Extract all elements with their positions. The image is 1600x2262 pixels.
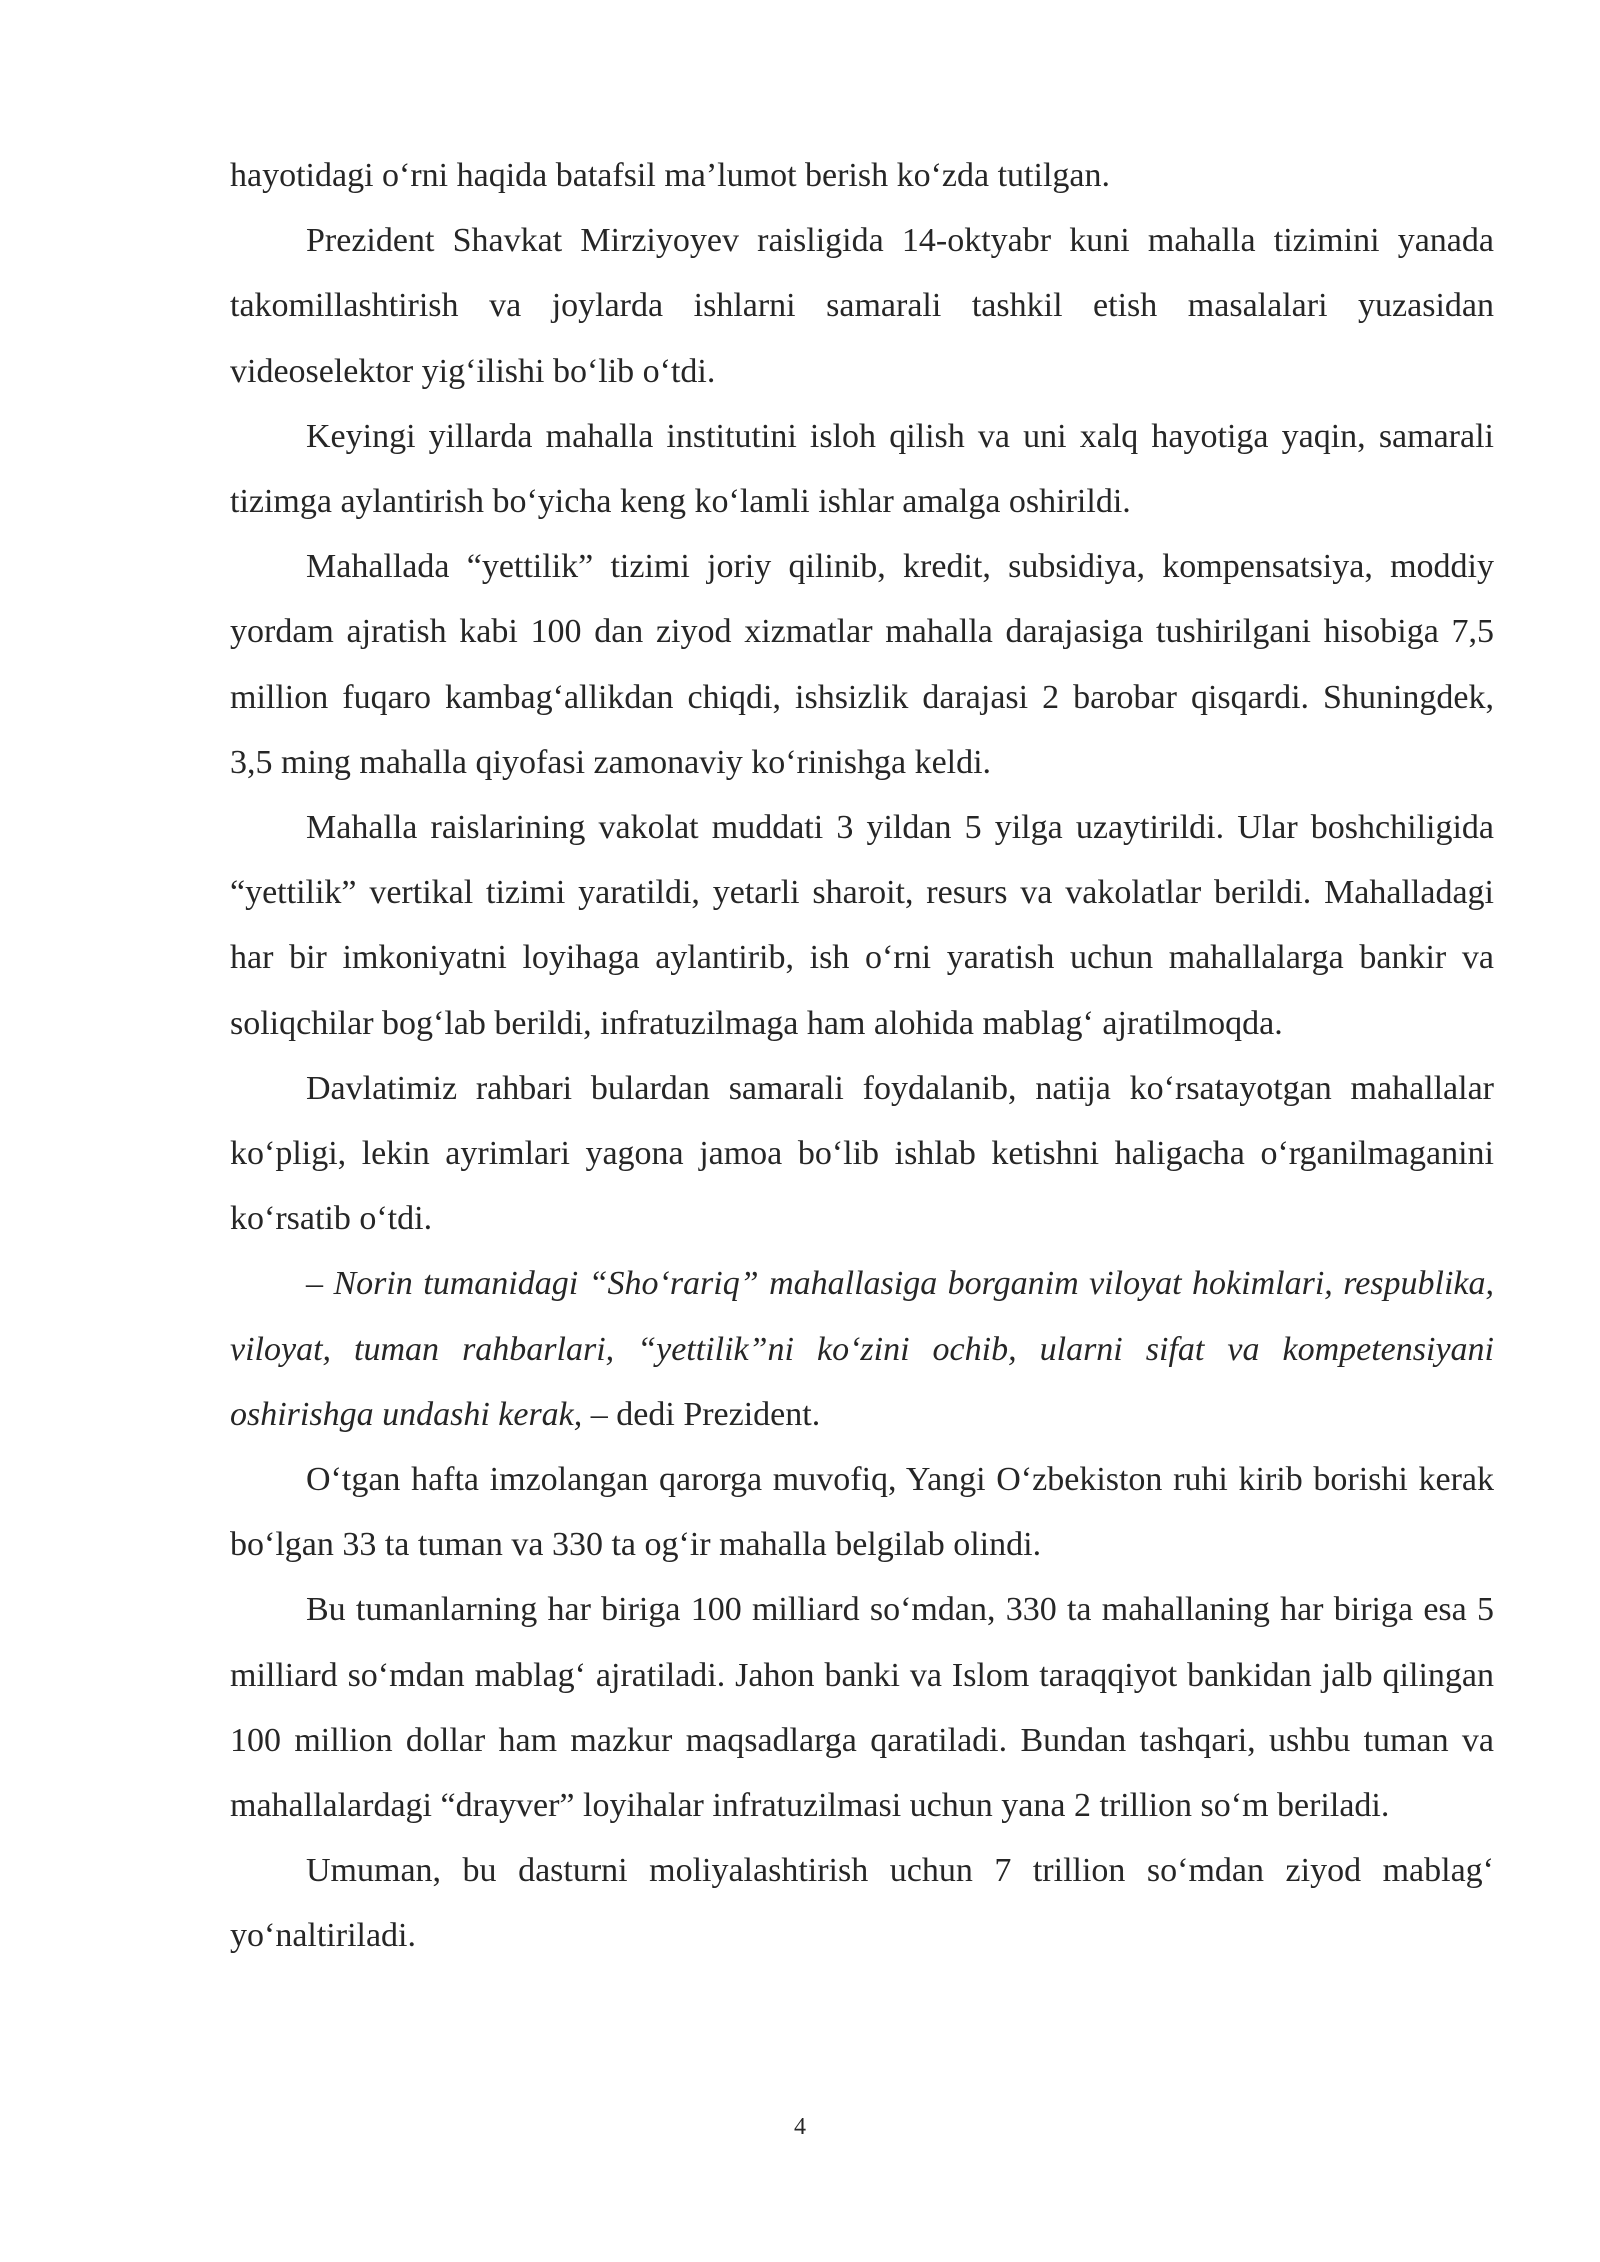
paragraph: Mahalla raislarining vakolat muddati 3 yildan 5 yilga uzaytirildi. Ular boshchiligida “yettilik” vertikal tizimi yaratildi, yetarli sharoit, resurs va vakolatlar berildi. Mahalladagi har bir imkoniyatni loyihaga aylantirib, ish o‘rni yaratish uchun mahallalarga bankir va soliqchilar bog‘lab berildi, infratuzilmaga ham alohida mablag‘ ajratilmoqda. [230, 809, 1494, 1042]
paragraph: Umuman, bu dasturni moliyalashtirish uchun 7 trillion so‘mdan ziyod mablag‘ yo‘naltiriladi. [230, 1852, 1494, 1955]
paragraph: Mahallada “yettilik” tizimi joriy qilinib, kredit, subsidiya, kompensatsiya, moddiy yordam ajratish kabi 100 dan ziyod xizmatlar mahalla darajasiga tushirilgani hisobiga 7,5 million fuqaro kambag‘allikdan chiqdi, ishsizlik darajasi 2 barobar qisqardi. Shuningdek, 3,5 ming mahalla qiyofasi zamonaviy ko‘rinishga keldi. [230, 548, 1494, 781]
president-quote: – Norin tumanidagi “Sho‘rariq” mahallasiga borganim viloyat hokimlari, respublika, viloyat, tuman rahbarlari, “yettilik”ni ko‘zini ochib, ularni sifat va kompetensiyani oshirishga undashi kerak, [230, 1265, 1494, 1433]
paragraph: Prezident Shavkat Mirziyoyev raisligida 14-oktyabr kuni mahalla tizimini yanada takomillashtirish va joylarda ishlarni samarali tashkil etish masalalari yuzasidan videoselektor yig‘ilishi bo‘lib o‘tdi. [230, 222, 1494, 390]
paragraph: O‘tgan hafta imzolangan qarorga muvofiq, Yangi O‘zbekiston ruhi kirib borishi kerak bo‘lgan 33 ta tuman va 330 ta og‘ir mahalla belgilab olindi. [230, 1461, 1494, 1564]
paragraph: Keyingi yillarda mahalla institutini isloh qilish va uni xalq hayotiga yaqin, samarali tizimga aylantirish bo‘yicha keng ko‘lamli ishlar amalga oshirildi. [230, 417, 1494, 521]
page-number: 4 [794, 2114, 806, 2140]
quote-paragraph [230, 1251, 1494, 1447]
paragraph-continuation: hayotidagi o‘rni haqida batafsil ma’lumot berish ko‘zda tutilgan. [230, 157, 1110, 194]
paragraph: Davlatimiz rahbari bulardan samarali foydalanib, natija ko‘rsatayotgan mahallalar ko‘pligi, lekin ayrimlari yagona jamoa bo‘lib ishlab ketishni haligacha o‘rganilmaganini ko‘rsatib o‘tdi. [230, 1069, 1494, 1238]
quote-attribution: – dedi Prezident. [582, 1395, 821, 1433]
body-text [230, 143, 1494, 1969]
paragraph: Bu tumanlarning har biriga 100 milliard so‘mdan, 330 ta mahallaning har biriga esa 5 milliard so‘mdan mablag‘ ajratiladi. Jahon banki va Islom taraqqiyot bankidan jalb qilingan 100 million dollar ham mazkur maqsadlarga qaratiladi. Bundan tashqari, ushbu tuman va mahallalardagi “drayver” loyihalar infratuzilmasi uchun yana 2 trillion so‘m beriladi. [230, 1591, 1494, 1825]
